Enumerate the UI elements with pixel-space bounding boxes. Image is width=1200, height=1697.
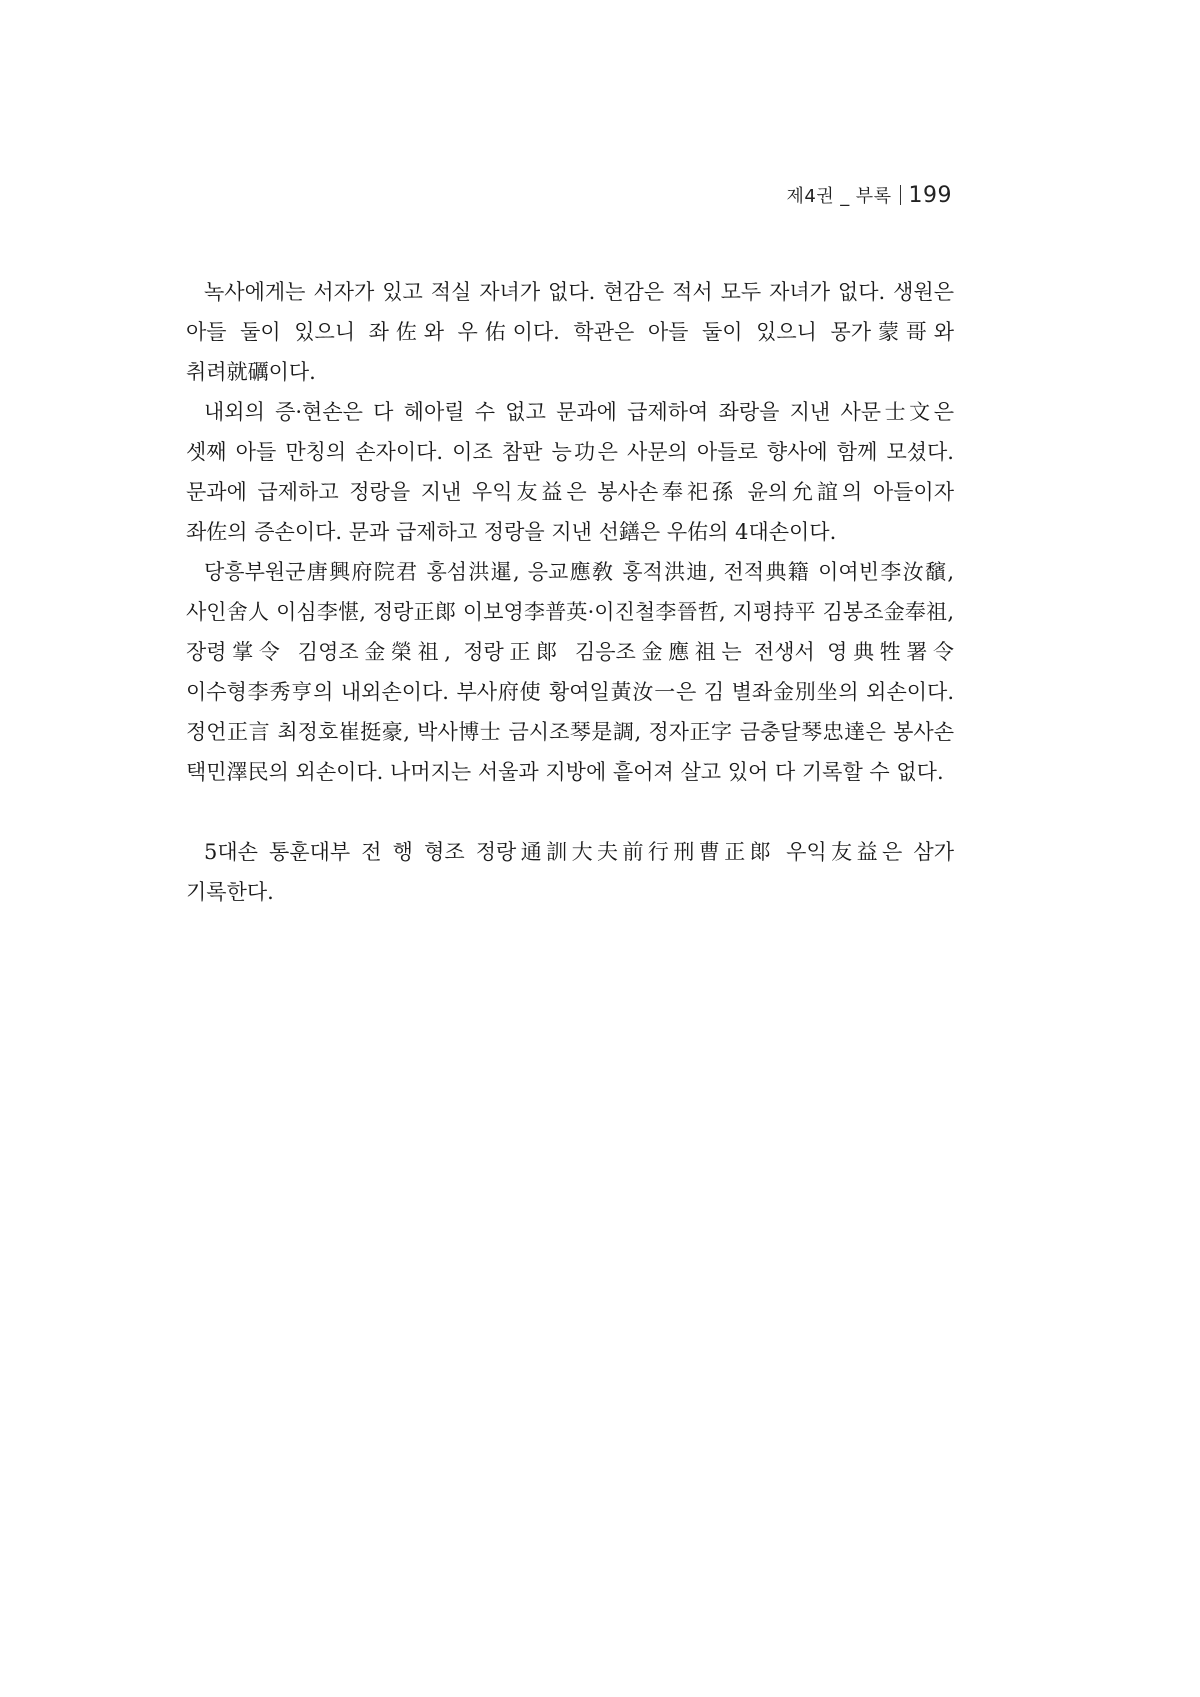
running-header [786,182,952,208]
paragraph: 녹사에게는 서자가 있고 적실 자녀가 없다. 현감은 적서 모두 자녀가 없다. 생원은 아들 둘이 있으니 좌佐와 우佑이다. 학관은 아들 둘이 있으니 몽가蒙哥와 취려就礪이다. [186,280,954,384]
closing-note: 5대손 통훈대부 전 행 형조 정랑通訓大夫前行刑曹正郞 우익友益은 삼가 기록한다. [186,840,954,904]
section-label: 부록 [855,186,892,207]
paragraph: 당흥부원군唐興府院君 홍섬洪暹, 응교應敎 홍적洪迪, 전적典籍 이여빈李汝馪, 사인舍人 이심李愖, 정랑正郞 이보영李普英·이진철李晉哲, 지평持平 김봉조金奉祖, 장령掌令 김영조金榮祖, 정랑正郞 김응조金應祖는 전생서 영典牲署令 이수형李秀亨의 내외손이다. 부사府使 황여일黃汝一은 김 별좌金別坐의 외손이다. 정언正言 최정호崔挺豪, 박사博士 금시조琴是調, 정자正字 금충달琴忠達은 봉사손 택민澤民의 외손이다. 나머지는 서울과 지방에 흩어져 살고 있어 다 기록할 수 없다. [186,560,954,784]
volume-label: 제4권 [786,186,835,207]
page-number: 199 [908,183,952,208]
header-separator: _ [840,186,850,207]
header-divider [900,185,901,205]
paragraph: 내외의 증·현손은 다 헤아릴 수 없고 문과에 급제하여 좌랑을 지낸 사문士文은 셋째 아들 만칭의 손자이다. 이조 참판 능功은 사문의 아들로 향사에 함께 모셨다. 문과에 급제하고 정랑을 지낸 우익友益은 봉사손奉祀孫 윤의允誼의 아들이자 좌佐의 증손이다. 문과 급제하고 정랑을 지낸 선鐥은 우佑의 4대손이다. [186,400,954,544]
body-text [186,272,954,912]
